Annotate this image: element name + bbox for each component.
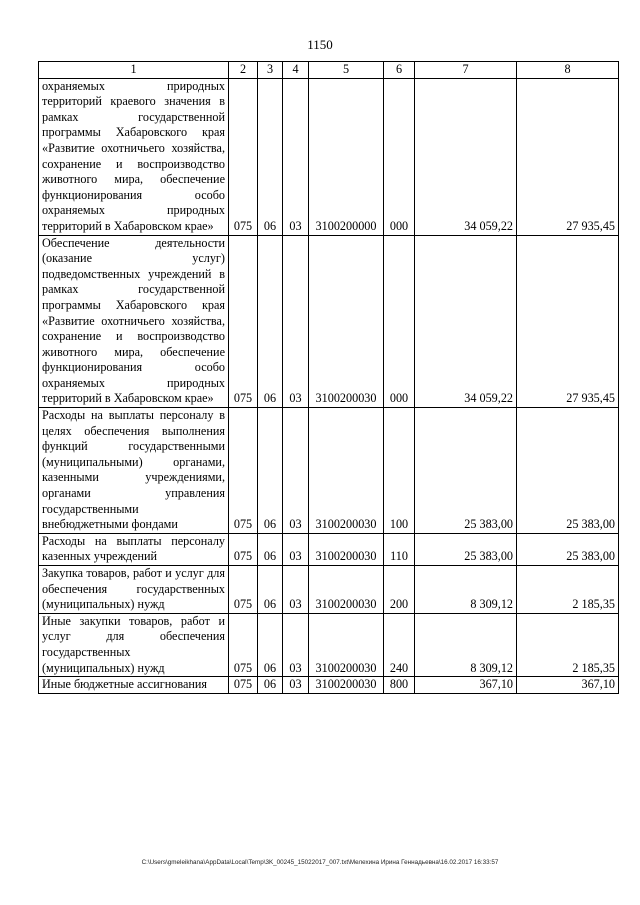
table-row	[39, 78, 619, 235]
cell-expense-type: 100	[384, 408, 415, 534]
cell-ministry: 075	[229, 533, 258, 565]
row-name: Обеспечение деятельности (оказание услуг) подведомственных учреждений в рамках государственной программы Хабаровского края «Развитие охотничьего хозяйства, сохранение и воспроизводство животного мира, обеспечение функционирования особо охраняемых природных территорий в Хабаровском крае»	[39, 235, 229, 408]
cell-amount-2: 25 383,00	[517, 408, 619, 534]
cell-section: 06	[258, 78, 283, 235]
cell-subsection: 03	[283, 533, 309, 565]
header-row	[39, 62, 619, 79]
cell-target-article: 3100200030	[309, 677, 384, 694]
cell-amount-2: 2 185,35	[517, 566, 619, 614]
column-header: 8	[517, 62, 619, 79]
cell-subsection: 03	[283, 408, 309, 534]
cell-amount-2: 27 935,45	[517, 235, 619, 408]
cell-expense-type: 200	[384, 566, 415, 614]
cell-ministry: 075	[229, 677, 258, 694]
cell-subsection: 03	[283, 566, 309, 614]
table-row	[39, 613, 619, 676]
cell-ministry: 075	[229, 613, 258, 676]
row-name: Расходы на выплаты персоналу в целях обеспечения выполнения функций государственными (муниципальными) органами, казенными учреждениями, органами управления государственными внебюджетными фондами	[39, 408, 229, 534]
column-header: 2	[229, 62, 258, 79]
table-row	[39, 408, 619, 534]
column-header: 1	[39, 62, 229, 79]
cell-target-article: 3100200000	[309, 78, 384, 235]
table-row	[39, 566, 619, 614]
file-path-footer: C:\Users\gmeleikhana\AppData\Local\Temp\3K_00245_15022017_007.txt\Мелехина Ирина Геннадьевна\16.02.2017 16:33:57	[141, 859, 499, 866]
cell-section: 06	[258, 408, 283, 534]
cell-amount-1: 8 309,12	[415, 613, 517, 676]
cell-expense-type: 000	[384, 78, 415, 235]
row-name: Расходы на выплаты персоналу казенных учреждений	[39, 533, 229, 565]
column-header: 3	[258, 62, 283, 79]
cell-target-article: 3100200030	[309, 566, 384, 614]
row-name: Иные бюджетные ассигнования	[39, 677, 229, 694]
cell-subsection: 03	[283, 235, 309, 408]
row-name: охраняемых природных территорий краевого значения в рамках государственной программы Хабаровского края «Развитие охотничьего хозяйства, сохранение и воспроизводство животного мира, обеспечение функционирования особо охраняемых природных территорий в Хабаровском крае»	[39, 78, 229, 235]
cell-amount-2: 2 185,35	[517, 613, 619, 676]
cell-amount-2: 367,10	[517, 677, 619, 694]
cell-target-article: 3100200030	[309, 533, 384, 565]
cell-amount-1: 34 059,22	[415, 78, 517, 235]
cell-ministry: 075	[229, 566, 258, 614]
cell-expense-type: 800	[384, 677, 415, 694]
cell-subsection: 03	[283, 677, 309, 694]
cell-ministry: 075	[229, 78, 258, 235]
cell-expense-type: 240	[384, 613, 415, 676]
cell-ministry: 075	[229, 235, 258, 408]
column-header: 7	[415, 62, 517, 79]
column-header: 4	[283, 62, 309, 79]
cell-amount-1: 34 059,22	[415, 235, 517, 408]
row-name: Закупка товаров, работ и услуг для обеспечения государственных (муниципальных) нужд	[39, 566, 229, 614]
cell-section: 06	[258, 677, 283, 694]
cell-expense-type: 000	[384, 235, 415, 408]
cell-amount-2: 25 383,00	[517, 533, 619, 565]
table-row	[39, 533, 619, 565]
cell-target-article: 3100200030	[309, 408, 384, 534]
table-row	[39, 235, 619, 408]
cell-section: 06	[258, 566, 283, 614]
column-header: 5	[309, 62, 384, 79]
cell-amount-2: 27 935,45	[517, 78, 619, 235]
budget-table	[38, 61, 619, 694]
cell-section: 06	[258, 533, 283, 565]
cell-subsection: 03	[283, 78, 309, 235]
table-row	[39, 677, 619, 694]
cell-ministry: 075	[229, 408, 258, 534]
column-header: 6	[384, 62, 415, 79]
page-number: 1150	[307, 37, 333, 52]
cell-target-article: 3100200030	[309, 613, 384, 676]
cell-amount-1: 367,10	[415, 677, 517, 694]
row-name: Иные закупки товаров, работ и услуг для обеспечения государственных (муниципальных) нужд	[39, 613, 229, 676]
cell-section: 06	[258, 235, 283, 408]
cell-target-article: 3100200030	[309, 235, 384, 408]
cell-section: 06	[258, 613, 283, 676]
cell-expense-type: 110	[384, 533, 415, 565]
cell-amount-1: 25 383,00	[415, 533, 517, 565]
cell-amount-1: 8 309,12	[415, 566, 517, 614]
cell-amount-1: 25 383,00	[415, 408, 517, 534]
cell-subsection: 03	[283, 613, 309, 676]
